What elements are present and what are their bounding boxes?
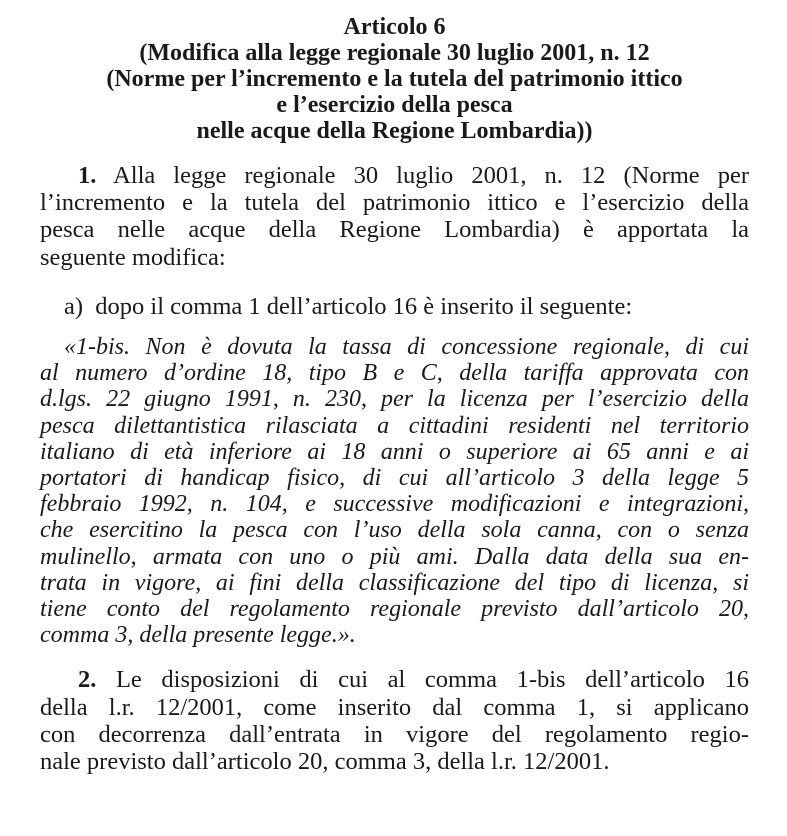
article-subtitle-line-1: (Modifica alla legge regionale 30 luglio 2001, n. 12 [139, 40, 650, 66]
paragraph-2-line [40, 666, 749, 693]
paragraph-1-line: l’incremento e la tutela del patrimonio ittico e l’esercizio della [40, 189, 749, 217]
paragraph-1-text: Alla legge regionale 30 luglio 2001, n. 12 (Norme per [113, 162, 749, 189]
paragraph-1-line: seguente modifica: [40, 243, 226, 271]
paragraph-2-line: con decorrenza dall’entrata in vigore del regolamento regio- [40, 720, 749, 748]
article-heading [40, 14, 749, 144]
quote-line: portatori di handicap fisico, di cui all’articolo 3 della legge 5 [40, 465, 749, 492]
article-title: Articolo 6 [343, 14, 446, 40]
quote-line: tiene conto del regolamento regionale previsto dall’articolo 20, [40, 596, 749, 623]
paragraph-2-number: 2. [78, 666, 97, 694]
quote-line: comma 3, della presente legge.». [40, 622, 356, 649]
paragraph-2-line: della l.r. 12/2001, come inserito dal comma 1, si applicano [40, 693, 749, 721]
list-item-text: dopo il comma 1 dell’articolo 16 è inserito il seguente: [95, 292, 633, 320]
quote-line: italiano di età inferiore ai 18 anni o superiore ai 65 anni e ai [40, 438, 749, 465]
paragraph-1-number: 1. [78, 162, 97, 189]
paragraph-2 [40, 666, 749, 775]
quote-line: trata in vigore, ai fini della classificazione del tipo di licenza, si [40, 569, 749, 596]
article-subtitle-line-2: (Norme per l’incremento e la tutela del patrimonio ittico [106, 66, 683, 92]
quote-line: mulinello, armata con uno o più ami. Dalla data della sua en- [40, 543, 749, 570]
quote-line: che esercitino la pesca con l’uso della sola canna, con o senza [40, 517, 749, 544]
list-item-marker: a) [64, 292, 84, 320]
article-subtitle-line-4: nelle acque della Regione Lombardia)) [196, 118, 593, 144]
inserted-comma-quote [40, 334, 749, 648]
paragraph-2-line: nale previsto dall’articolo 20, comma 3, della l.r. 12/2001. [40, 748, 610, 776]
paragraph-1 [40, 162, 749, 271]
paragraph-1-line: pesca nelle acque della Regione Lombardia) è apportata la [40, 216, 749, 244]
article-subtitle-line-3: e l’esercizio della pesca [276, 92, 513, 118]
quote-line: al numero d’ordine 18, tipo B e C, della tariffa approvata con [40, 360, 749, 387]
paragraph-1-line [40, 162, 749, 189]
quote-line: «1-bis. Non è dovuta la tassa di concessione regionale, di cui [64, 334, 749, 361]
list-item-a [40, 293, 749, 320]
quote-line: d.lgs. 22 giugno 1991, n. 230, per la licenza per l’esercizio della [40, 386, 749, 413]
quote-line: febbraio 1992, n. 104, e successive modificazioni e integrazioni, [40, 491, 749, 518]
quote-line: pesca dilettantistica rilasciata a cittadini residenti nel territorio [40, 412, 749, 439]
paragraph-2-text: Le disposizioni di cui al comma 1-bis dell’articolo 16 [115, 666, 749, 694]
